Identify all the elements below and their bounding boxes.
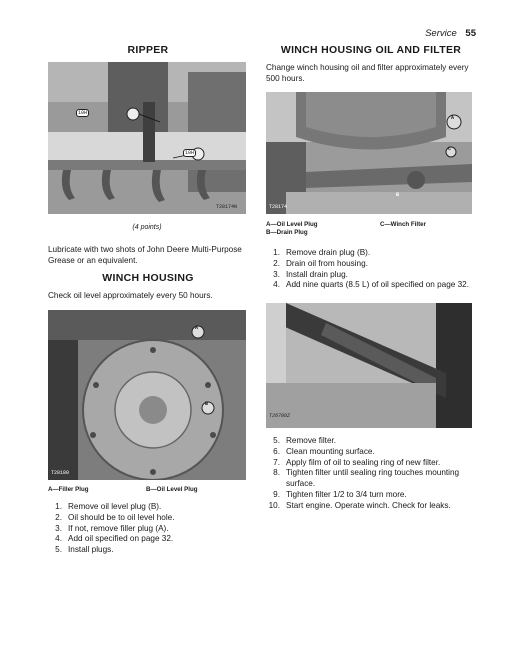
list-item: 8. Tighten filter until sealing ring touches mounting surface. (273, 468, 460, 489)
ripper-photo-illustration (48, 62, 246, 214)
winch-housing-caption-a: A—Filler Plug (48, 486, 89, 493)
list-item: 4. Add nine quarts (8.5 L) of oil specified on page 32. (273, 280, 469, 290)
list-item: 3. Install drain plug. (273, 269, 348, 279)
winch-housing-title: WINCH HOUSING (102, 272, 194, 284)
ripper-photo (48, 62, 246, 214)
filter-label-b: B (396, 192, 400, 198)
winch-housing-label-b: B (205, 401, 209, 407)
winch-housing-caption-b: B—Oil Level Plug (146, 486, 198, 493)
ripper-title: RIPPER (127, 44, 169, 56)
filter-caption-a: A—Oil Level Plug (266, 221, 318, 228)
filter-removal-photo-code: T26708Z (269, 413, 291, 419)
filter-removal-photo (266, 303, 472, 428)
list-item: 2. Oil should be to oil level hole. (55, 512, 175, 522)
filter-steps-b (266, 436, 476, 512)
winch-housing-photo-code: T28180 (51, 470, 70, 476)
winch-housing-label-a: A (195, 325, 199, 331)
list-item: 5. Remove filter. (273, 436, 337, 445)
page-header (425, 28, 476, 39)
winch-oil-filter-body: Change winch housing oil and filter approximately every 500 hours. (266, 63, 469, 83)
list-item: 1. Remove drain plug (B). (273, 248, 371, 257)
list-item: 1. Remove oil level plug (B). (55, 502, 162, 511)
winch-housing-illustration (48, 310, 246, 480)
list-item: 9. Tighten filter 1/2 to 3/4 turn more. (273, 489, 407, 499)
filter-caption-c: C—Winch Filter (380, 221, 427, 228)
winch-oil-filter-photo-code: T28174 (269, 204, 288, 210)
winch-housing-steps (48, 502, 248, 556)
list-item: 7. Apply film of oil to sealing ring of new filter. (273, 457, 441, 467)
winch-housing-body: Check oil level approximately every 50 hours. (48, 291, 213, 300)
filter-steps-a (266, 248, 474, 291)
filter-label-a: A (451, 115, 455, 121)
list-item: 10. Start engine. Operate winch. Check for leaks. (268, 500, 451, 510)
section-name: Service (425, 28, 457, 39)
winch-housing-photo (48, 310, 246, 480)
ripper-photo-code: T28174N (216, 204, 238, 210)
list-item: 6. Clean mounting surface. (273, 446, 375, 456)
list-item: 5. Install plugs. (55, 545, 114, 555)
winch-oil-filter-title: WINCH HOUSING OIL AND FILTER (280, 44, 462, 56)
filter-removal-illustration (266, 303, 472, 428)
ripper-label-1: 10H (78, 110, 88, 116)
ripper-label-2: 10H (185, 150, 195, 156)
page-number: 55 (465, 28, 476, 39)
winch-oil-filter-illustration (266, 92, 472, 214)
list-item: 3. If not, remove filler plug (A). (55, 523, 169, 533)
list-item: 2. Drain oil from housing. (273, 258, 368, 268)
winch-oil-filter-photo (266, 92, 472, 214)
filter-label-c: C (448, 146, 452, 152)
ripper-caption: (4 points) (132, 224, 162, 231)
list-item: 4. Add oil specified on page 32. (55, 534, 174, 544)
ripper-body: Lubricate with two shots of John Deere Multi-Purpose Grease or an equivalent. (48, 245, 242, 265)
filter-caption-b: B—Drain Plug (266, 229, 308, 236)
